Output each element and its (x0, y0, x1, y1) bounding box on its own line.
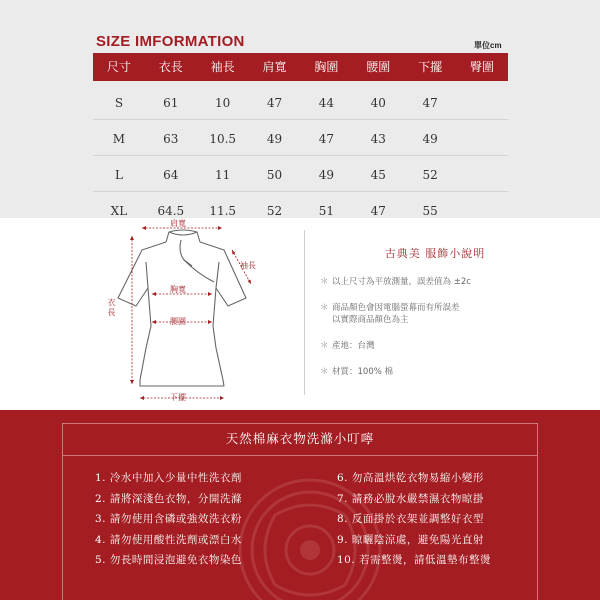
size-table-header (93, 53, 508, 81)
size-table (93, 53, 508, 228)
table-cell: 47 (370, 204, 386, 218)
table-cell: 45 (370, 167, 386, 182)
note-text: 以實際商品顏色為主 (332, 315, 409, 325)
table-cell (456, 137, 508, 139)
list-item (320, 276, 550, 288)
size-information-section (0, 0, 600, 218)
table-cell: 40 (370, 95, 386, 110)
table-row (93, 84, 508, 120)
waist-label: 腰圍 (170, 317, 186, 326)
list-item (320, 302, 550, 326)
table-cell: 49 (266, 131, 283, 146)
asterisk-icon: ＊ (320, 341, 329, 351)
list-item: 8. 反面掛於衣架並調整好衣型 (337, 513, 484, 525)
care-list-right (337, 468, 491, 571)
list-item: 4. 請勿使用酸性洗劑或漂白水 (95, 533, 242, 546)
table-cell: 64 (163, 167, 179, 182)
header-cell: 胸圍 (314, 60, 339, 74)
table-cell: 49 (422, 131, 438, 146)
list-item: 5. 勿長時間浸泡避免衣物染色 (95, 554, 242, 566)
table-cell: 52 (422, 167, 438, 182)
table-cell: M (112, 131, 126, 146)
note-text: 以上尺寸為平放測量，誤差值為 ±2c (332, 277, 471, 287)
table-cell: 52 (266, 204, 283, 218)
table-cell: 10.5 (209, 131, 237, 146)
chest-label: 胸寬 (170, 285, 186, 294)
table-cell: 50 (266, 167, 283, 182)
list-item (320, 340, 550, 352)
table-cell: XL (110, 204, 128, 218)
unit-label: 單位cm (474, 41, 502, 50)
table-cell: 49 (318, 167, 335, 182)
header-cell: 腰圍 (366, 60, 391, 74)
table-cell (456, 173, 508, 175)
hem-label: 下擺 (170, 393, 186, 402)
list-item: 1. 冷水中加入少量中性洗衣劑 (95, 472, 242, 484)
table-row (93, 120, 508, 156)
note-text: 材質：100% 棉 (332, 367, 394, 377)
table-cell: 63 (163, 131, 179, 146)
asterisk-icon: ＊ (320, 277, 329, 287)
list-item: 9. 晾曬陰涼處，避免陽光直射 (337, 533, 484, 546)
list-item: 6. 勿高溫烘乾衣物易縮小變形 (337, 472, 484, 484)
table-cell: 47 (318, 131, 335, 146)
header-cell: 袖長 (210, 60, 235, 74)
table-cell (456, 209, 508, 211)
asterisk-icon: ＊ (320, 303, 329, 313)
garment-diagram (96, 214, 304, 410)
list-item (320, 366, 550, 378)
sleeve-label: 袖長 (240, 261, 256, 270)
qipao-outline-icon (96, 214, 304, 410)
notes-list (320, 276, 550, 378)
list-item: 7. 請務必脫水嚴禁濕衣物晾掛 (337, 492, 484, 505)
header-cell: 衣長 (158, 60, 183, 74)
header-cell: 尺寸 (106, 60, 131, 74)
table-cell: 51 (318, 204, 335, 218)
length-label: 衣長 (107, 298, 116, 318)
table-cell: 43 (370, 131, 386, 146)
notes-title: 古典美 服飾小說明 (384, 247, 486, 260)
table-cell (456, 101, 508, 103)
list-item: 10. 若需整燙，請低溫墊布整燙 (337, 554, 492, 566)
care-title: 天然棉麻衣物洗滌小叮嚀 (225, 431, 375, 446)
asterisk-icon: ＊ (320, 367, 329, 377)
divider (62, 455, 538, 456)
table-cell: 44 (318, 95, 335, 110)
table-cell: 47 (266, 95, 283, 110)
table-cell: 10 (215, 95, 231, 110)
care-list-left (95, 468, 242, 571)
shoulder-label: 肩寬 (170, 219, 186, 228)
washing-tips-section (0, 410, 600, 600)
product-notes (305, 230, 550, 392)
table-cell: 11.5 (209, 204, 237, 218)
list-item: 2. 請將深淺色衣物，分開洗滌 (95, 492, 242, 505)
header-cell: 肩寬 (262, 60, 287, 74)
size-title: SIZE IMFORMATION (96, 33, 245, 50)
header-cell: 下擺 (418, 60, 443, 74)
table-cell: S (114, 95, 124, 110)
table-cell: 47 (422, 95, 438, 110)
table-cell: 64.5 (157, 204, 185, 218)
table-cell: 61 (163, 95, 179, 110)
table-cell: 55 (422, 204, 438, 218)
header-cell: 臀圍 (470, 60, 495, 74)
note-text: 產地：台灣 (332, 341, 375, 351)
table-cell: L (114, 167, 123, 182)
note-text: 商品顏色會因電腦螢幕而有所誤差 (332, 303, 460, 313)
table-row (93, 156, 508, 192)
list-item: 3. 請勿使用含磷或強效洗衣粉 (95, 513, 242, 525)
table-cell: 11 (215, 167, 231, 182)
